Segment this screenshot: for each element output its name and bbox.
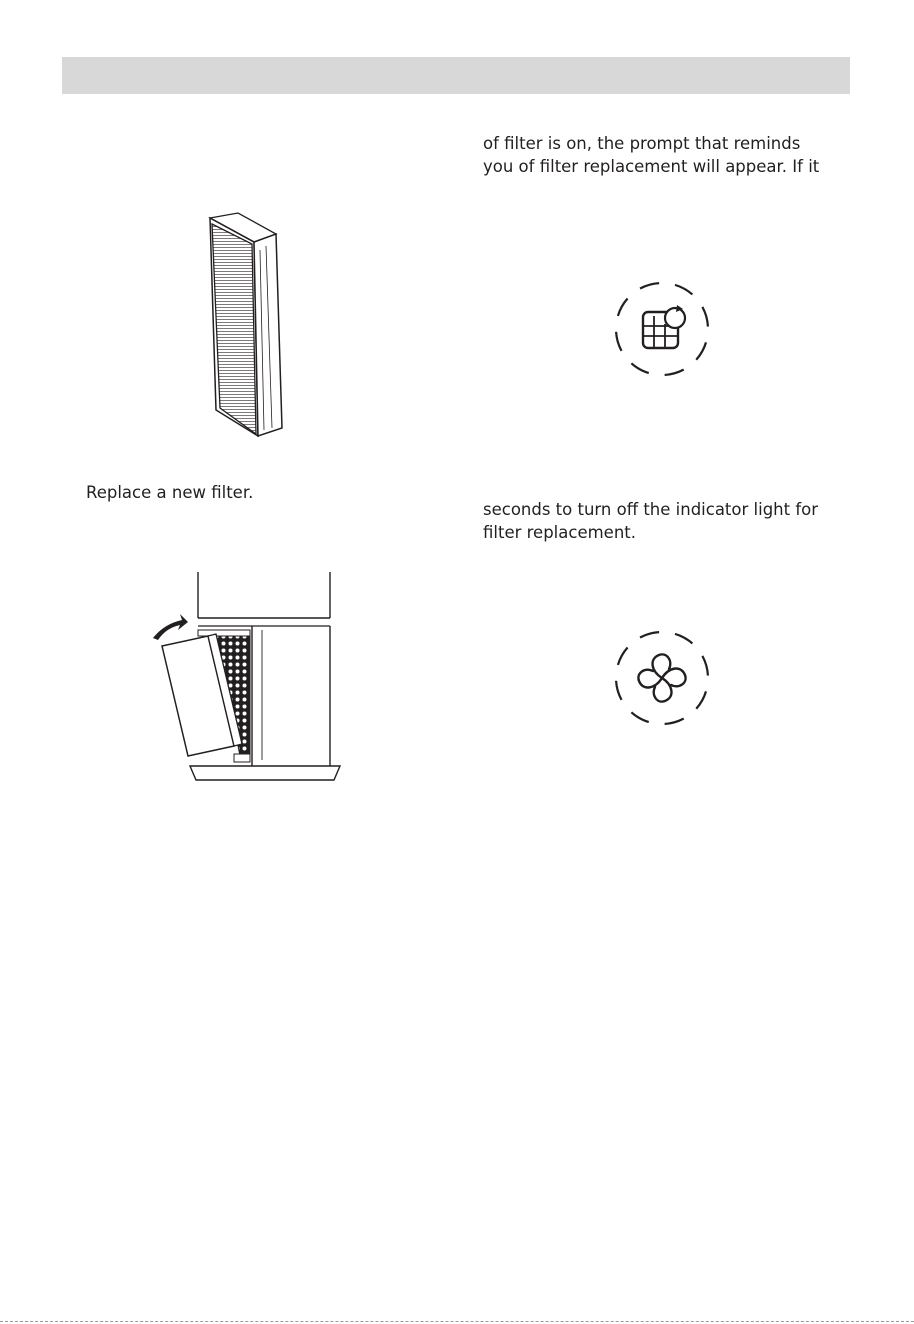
paragraph-1-line-2: you of filter replacement will appear. If it: [483, 157, 820, 176]
step-text-replace-filter: Replace a new filter.: [86, 483, 254, 502]
paragraph-2-line-1: seconds to turn off the indicator light for: [483, 500, 819, 519]
fan-mode-indicator-icon: [611, 627, 713, 729]
hepa-filter-illustration: [200, 210, 290, 442]
filter-replacement-indicator-icon: [611, 278, 713, 380]
paragraph-1-line-1: of filter is on, the prompt that reminds: [483, 134, 801, 153]
paragraph-2-line-2: filter replacement.: [483, 523, 636, 542]
page-bottom-rule: [0, 1321, 914, 1322]
filter-insertion-illustration: [150, 570, 350, 790]
section-header-bar: [62, 57, 850, 94]
